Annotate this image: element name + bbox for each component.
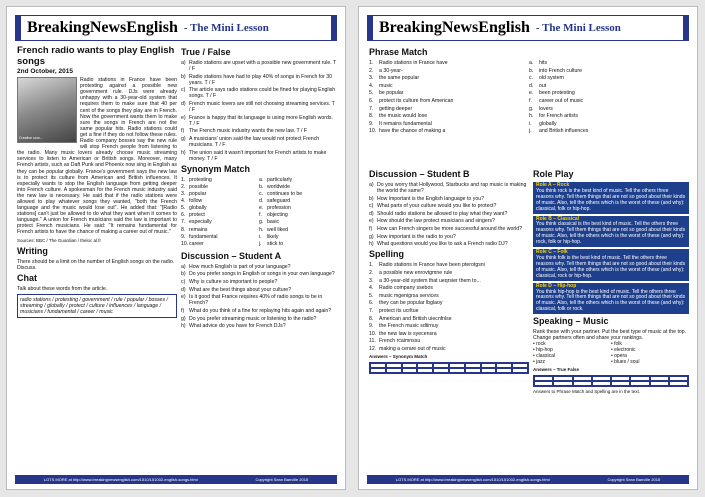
phrase-number: 6. bbox=[369, 97, 374, 104]
article-body bbox=[17, 77, 177, 235]
role-text: You think rock is the best kind of music. Tell the others three reasons why. Tell them things that are not so good about their kinds of music. Also, tell the others which is the worst of these (and why): classical, folk or hip-hop. bbox=[536, 187, 686, 212]
phrase-right: into French culture bbox=[539, 67, 582, 74]
roleplay-list bbox=[533, 182, 689, 314]
question-item bbox=[369, 234, 529, 240]
question-text: Do you worry that Hollywood, Starbucks and rap music is making the world the same? bbox=[377, 182, 527, 195]
syn-right-word: likely bbox=[267, 233, 279, 240]
tf-text: French music lovers are still not choosing streaming services. T / F bbox=[189, 101, 335, 114]
tf-letter: f) bbox=[181, 128, 185, 135]
syn-left-word: especially bbox=[189, 219, 212, 226]
footer-link[interactable]: LOTS MORE at http://www.breakingnewsenglish.com/1510/151002-english-songs.html bbox=[43, 477, 198, 482]
speaking-item: • opera bbox=[611, 353, 627, 360]
question-item bbox=[369, 241, 529, 247]
header-banner bbox=[367, 15, 689, 41]
syn-number: 8. bbox=[181, 226, 186, 233]
article-date: 2nd October, 2015 bbox=[17, 68, 73, 75]
truefalse-list bbox=[181, 60, 337, 162]
phrase-right: been protesting bbox=[539, 90, 575, 97]
tf-letter: b) bbox=[181, 73, 186, 80]
discussion-b-list bbox=[369, 182, 529, 247]
question-item bbox=[181, 316, 337, 322]
question-text: What are the best things about your culture? bbox=[189, 286, 292, 293]
question-text: What advice do you have for French DJs? bbox=[189, 323, 286, 330]
page-one bbox=[6, 6, 346, 490]
spelling-number: 8. bbox=[369, 315, 374, 322]
syn-right-word: objecting bbox=[267, 212, 288, 219]
phrase-number: 7. bbox=[369, 105, 374, 112]
right-column bbox=[533, 167, 689, 396]
question-text: How important is the English language to you? bbox=[377, 195, 484, 202]
answer-cell bbox=[553, 381, 572, 386]
question-item bbox=[369, 218, 529, 224]
tf-text: The union said it wasn't important for French artists to make money. T / F bbox=[189, 149, 327, 162]
answer-cell bbox=[592, 381, 611, 386]
tf-answer-grid bbox=[533, 375, 689, 387]
tf-letter: d) bbox=[181, 101, 186, 108]
question-text: Why is culture so important to people? bbox=[189, 279, 278, 286]
syn-left-word: popular bbox=[189, 191, 207, 198]
speaking-item: • folk bbox=[611, 341, 622, 348]
phrase-number: 2. bbox=[369, 67, 374, 74]
syn-right-word: well liked bbox=[267, 226, 289, 233]
phrase-number: 10. bbox=[369, 128, 377, 135]
role-card bbox=[533, 182, 689, 214]
syn-number: 3. bbox=[181, 191, 186, 198]
spelling-item bbox=[369, 278, 529, 284]
phrase-right: lovers bbox=[539, 105, 553, 112]
syn-right-word: worldwide bbox=[267, 184, 291, 190]
question-letter: d) bbox=[181, 286, 186, 293]
spelling-text: music mgenigrsa services bbox=[379, 292, 439, 299]
spelling-text: the new law is syecensra bbox=[379, 330, 437, 337]
question-item bbox=[181, 264, 337, 270]
phrase-grid bbox=[369, 60, 689, 134]
question-letter: e) bbox=[181, 294, 186, 301]
phrase-left: It remains fundamental bbox=[379, 120, 432, 127]
syn-letter: d. bbox=[259, 198, 264, 205]
phrase-number: 9. bbox=[369, 120, 374, 127]
tf-answers-label: Answers – True False bbox=[533, 367, 580, 373]
phrase-right: globally bbox=[539, 120, 557, 127]
question-text: How should the law protect musicians and singers? bbox=[377, 218, 495, 225]
tf-item bbox=[181, 128, 337, 134]
speaking-item: • rock bbox=[533, 341, 546, 348]
footer-copyright: Copyright Sean Banville 2015 bbox=[255, 477, 309, 482]
spelling-text: protect its ucrltue bbox=[379, 307, 419, 314]
tf-text: Radio stations are upset with a possible new government rule. T / F bbox=[189, 60, 337, 73]
answer-cell bbox=[433, 368, 449, 373]
spelling-text: Radio company ssebos bbox=[379, 285, 433, 292]
phrase-left: the same popular bbox=[379, 75, 420, 82]
question-letter: f) bbox=[369, 226, 373, 233]
answer-cell bbox=[386, 368, 402, 373]
question-item bbox=[369, 203, 529, 209]
spelling-item bbox=[369, 262, 529, 268]
footer-copyright: Copyright Sean Banville 2015 bbox=[607, 477, 661, 482]
spelling-item bbox=[369, 293, 529, 299]
question-letter: h) bbox=[369, 241, 374, 248]
spelling-list bbox=[369, 262, 529, 352]
question-letter: c) bbox=[369, 203, 374, 210]
spelling-text: American and British uiecnfnlse bbox=[379, 315, 452, 322]
tf-item bbox=[181, 60, 337, 72]
question-item bbox=[369, 211, 529, 217]
syn-number: 5. bbox=[181, 205, 186, 212]
question-text: Is it good that France requires 40% of radio songs to be in French? bbox=[189, 294, 323, 307]
role-name: Role B – Classical bbox=[536, 215, 580, 222]
brand-title: BreakingNewsEnglish bbox=[379, 19, 530, 36]
spelling-text: Radio stations in France have been pterotgsni bbox=[379, 262, 485, 269]
syn-letter: e. bbox=[259, 205, 264, 212]
spelling-text: they can be popular lbglaoy bbox=[379, 300, 443, 307]
spelling-item bbox=[369, 338, 529, 344]
spelling-item bbox=[369, 300, 529, 306]
question-letter: b) bbox=[369, 195, 374, 202]
header-banner bbox=[15, 15, 337, 41]
syn-left-word: protesting bbox=[189, 176, 212, 183]
answer-cell bbox=[512, 368, 528, 373]
chat-heading: Chat bbox=[17, 272, 37, 283]
question-item bbox=[181, 287, 337, 293]
syn-letter: g. bbox=[259, 219, 264, 226]
question-item bbox=[369, 182, 529, 194]
tf-letter: h) bbox=[181, 149, 186, 156]
phrase-letter: b. bbox=[529, 67, 534, 74]
role-name: Role D – Hip-hop bbox=[536, 282, 577, 289]
spelling-text: the French music sdtirnuy bbox=[379, 323, 439, 330]
syn-letter: b. bbox=[259, 184, 264, 190]
question-text: What questions would you like to ask a French radio DJ? bbox=[377, 241, 508, 248]
spelling-number: 6. bbox=[369, 300, 374, 307]
syn-right-word: particularly bbox=[267, 176, 293, 183]
question-text: Should radio stations be allowed to play what they want? bbox=[377, 210, 508, 217]
syn-left-word: possible bbox=[189, 184, 209, 190]
question-item bbox=[181, 323, 337, 329]
synonym-heading: Synonym Match bbox=[181, 163, 251, 174]
phrase-number: 8. bbox=[369, 113, 374, 120]
synonym-grid bbox=[181, 177, 337, 247]
answer-cell bbox=[650, 381, 669, 386]
answer-cell bbox=[669, 381, 688, 386]
tf-text: The French music industry wants the new law. T / F bbox=[189, 128, 308, 135]
phrase-letter: j. bbox=[529, 128, 532, 135]
phrase-letter: h. bbox=[529, 113, 534, 120]
question-item bbox=[181, 294, 337, 306]
spelling-item bbox=[369, 270, 529, 276]
article-column bbox=[17, 45, 177, 318]
spelling-number: 10. bbox=[369, 330, 377, 337]
tf-item bbox=[181, 136, 337, 148]
phrase-letter: i. bbox=[529, 120, 532, 127]
tf-text: A musicians' union said the law would not protect French musicians. T / F bbox=[189, 136, 320, 149]
question-letter: g) bbox=[181, 315, 186, 322]
tf-item bbox=[181, 87, 337, 99]
phrase-left: have the chance of making a bbox=[379, 128, 446, 135]
syn-left-word: remains bbox=[189, 226, 208, 233]
question-item bbox=[369, 226, 529, 232]
footer-bar bbox=[367, 475, 689, 484]
syn-left-word: fundamental bbox=[189, 233, 218, 240]
phrase-letter: f. bbox=[529, 97, 532, 104]
speaking-heading: Speaking – Music bbox=[533, 316, 609, 327]
answer-cell bbox=[496, 368, 512, 373]
role-name: Role A – Rock bbox=[536, 182, 570, 188]
question-letter: g) bbox=[369, 233, 374, 240]
syn-right-word: profession bbox=[267, 205, 291, 212]
truefalse-heading: True / False bbox=[181, 47, 231, 57]
tf-text: Radio stations have had to play 40% of songs in French for 30 years. T / F bbox=[189, 73, 333, 86]
question-item bbox=[181, 308, 337, 314]
speaking-item: • jazz bbox=[533, 359, 546, 366]
phrase-left: be popular bbox=[379, 90, 404, 97]
footer-bar bbox=[15, 475, 337, 484]
phrase-right: old system bbox=[539, 75, 564, 82]
article-sources: Sources: BBC / The Guardian / theloc al.fr bbox=[17, 237, 101, 243]
syn-letter: a. bbox=[259, 176, 264, 183]
spelling-item bbox=[369, 346, 529, 352]
question-text: What do you think of a fine for replaying hits again and again? bbox=[189, 307, 332, 314]
speaking-item: • classical bbox=[533, 353, 556, 360]
speaking-item: • electronic bbox=[611, 347, 636, 354]
spelling-number: 11. bbox=[369, 338, 376, 345]
writing-text: There should be a limit on the number of English songs on the radio. Discuss. bbox=[17, 258, 175, 271]
question-letter: a) bbox=[369, 182, 374, 188]
answer-cell bbox=[417, 368, 433, 373]
syn-number: 6. bbox=[181, 212, 186, 219]
syn-number: 10. bbox=[181, 240, 189, 247]
tf-item bbox=[181, 150, 337, 162]
speaking-intro: Rank these with your partner. Put the best type of music at the top. Change partners often and share your rankings. bbox=[533, 329, 687, 342]
speaking-item: • hip-hop bbox=[533, 347, 553, 354]
spelling-heading: Spelling bbox=[369, 249, 405, 260]
syn-number: 2. bbox=[181, 184, 186, 190]
syn-number: 7. bbox=[181, 219, 186, 226]
syn-right-word: stick to bbox=[267, 240, 284, 247]
mini-lesson-label: - The Mini Lesson bbox=[183, 22, 269, 34]
syn-right-word: safeguard bbox=[267, 198, 291, 205]
spelling-number: 7. bbox=[369, 307, 374, 314]
phrase-letter: g. bbox=[529, 105, 534, 112]
spelling-item bbox=[369, 323, 529, 329]
phrase-number: 3. bbox=[369, 75, 374, 82]
radio-photo bbox=[17, 77, 77, 143]
phrase-number: 1. bbox=[369, 60, 374, 66]
answer-cell bbox=[534, 381, 553, 386]
spelling-item bbox=[369, 285, 529, 291]
spelling-text: making a cerare out of music bbox=[379, 345, 446, 352]
syn-answers-label: Answers – Synonym Match bbox=[369, 353, 428, 359]
phrase-left: the music would lose bbox=[379, 113, 428, 120]
spelling-text: a 30-year-old system that ueqrsier them to... bbox=[379, 277, 481, 284]
answer-cell bbox=[402, 368, 418, 373]
role-name: Role C – Folk bbox=[536, 249, 568, 256]
question-letter: c) bbox=[181, 279, 186, 286]
phrase-heading: Phrase Match bbox=[369, 47, 428, 57]
role-text: You think folk is the best kind of music. Tell the others three reasons why. Tell them things that are not so good about their kinds of music. Also, tell the others which is the worst of these (and why): classical, rock or hip-hop. bbox=[536, 254, 686, 279]
question-item bbox=[181, 271, 337, 277]
phrase-section bbox=[369, 45, 689, 135]
syn-left-word: globally bbox=[189, 205, 207, 212]
answer-cell bbox=[449, 368, 465, 373]
phrase-right: for French artists bbox=[539, 113, 578, 120]
role-card bbox=[533, 283, 689, 315]
syn-letter: f. bbox=[259, 212, 262, 219]
role-text: You think classical is the best kind of music. Tell the others three reasons why. Tell them things that are not so good about their kinds of music. Also, tell the others which is the worst of these (and why): rock, folk or hip-hop. bbox=[536, 221, 686, 246]
syn-letter: j. bbox=[259, 240, 262, 247]
question-letter: f) bbox=[181, 307, 185, 314]
answer-cell bbox=[370, 368, 386, 373]
syn-left-word: follow bbox=[189, 198, 203, 205]
question-letter: a) bbox=[181, 263, 186, 270]
phrase-number: 4. bbox=[369, 82, 374, 89]
question-text: Do you prefer songs in English or songs in your own language? bbox=[189, 271, 335, 278]
answers-note: Answers to Phrase Match and Spelling are in the text. bbox=[533, 389, 641, 395]
chat-words: radio stations / protesting / government / rule / popular / bosses / streaming / globally / protect / culture / influences / language / musicians / fundamental / career / music bbox=[17, 294, 177, 318]
tf-item bbox=[181, 101, 337, 113]
spelling-number: 4. bbox=[369, 285, 374, 292]
photo-caption: Creative com... bbox=[19, 136, 43, 140]
discussion-b-heading: Discussion – Student B bbox=[369, 169, 470, 179]
phrase-left: Radio stations in France have bbox=[379, 60, 448, 66]
discussion-a-heading: Discussion – Student A bbox=[181, 250, 282, 261]
writing-heading: Writing bbox=[17, 245, 48, 256]
syn-left-word: protect bbox=[189, 212, 205, 219]
spelling-number: 9. bbox=[369, 323, 374, 330]
spelling-item bbox=[369, 331, 529, 337]
tf-letter: e) bbox=[181, 114, 186, 121]
syn-right-word: continues to be bbox=[267, 191, 303, 198]
phrase-letter: d. bbox=[529, 82, 534, 89]
role-text: You think hip-hop is the best kind of music. Tell the others three reasons why. Tell them things that are not so good about their kinds of music. Also, tell the others which is the worst of these (and why): classical, folk or rock. bbox=[536, 288, 686, 313]
question-text: How can French singers be more successful around the world? bbox=[377, 226, 523, 233]
syn-number: 9. bbox=[181, 233, 186, 240]
spelling-number: 3. bbox=[369, 277, 374, 284]
tf-text: France is happy that its language is using more English words. T / F bbox=[189, 114, 333, 127]
phrase-number: 5. bbox=[369, 90, 374, 97]
question-letter: e) bbox=[369, 218, 374, 225]
answer-cell bbox=[630, 381, 649, 386]
spelling-item bbox=[369, 308, 529, 314]
syn-letter: c. bbox=[259, 191, 264, 198]
phrase-letter: a. bbox=[529, 60, 534, 66]
question-item bbox=[369, 196, 529, 202]
syn-number: 4. bbox=[181, 198, 186, 205]
spelling-text: a possible new enrovtgmne rule bbox=[379, 269, 453, 276]
syn-letter: h. bbox=[259, 226, 264, 233]
answer-cell bbox=[573, 381, 592, 386]
footer-link[interactable]: LOTS MORE at http://www.breakingnewsenglish.com/1510/151002-english-songs.html bbox=[395, 477, 550, 482]
spelling-number: 12. bbox=[369, 345, 377, 352]
brand-title: BreakingNewsEnglish bbox=[27, 19, 178, 36]
speaking-item: • blues / soul bbox=[611, 359, 640, 366]
phrase-left: protect its culture from American bbox=[379, 97, 454, 104]
article-text: Radio stations in France have been protesting against a possible new government rule. DJs were already unhappy with a 30-year-old system that requires them to make sure that 40 per cent of the songs they play are in French. Now the government wants them to make sure the songs in French are not the same popular hits. Radio stations could get a fine if they do not follow these rules. Radio company bosses say the new rule will stop French people from listening to the radio. Many music lovers already choose music streaming services to listen to American or British songs. Moreover, many French artists, such as Daft Punk and Phoenix now sing in English as they can be popular globally. France's government says the new law is to protect its culture from American and British influences. It especially wants to stop the English language from getting deeper into French culture. A spokesman for the French music industry said the new law is necessary. He said that if the radio stations were allowed to play whatever songs they wanted, "both the French language and the music would lose out". He added that: "[Radio stations] can't just be allowed to do what they want when it comes to language." A union for French musicians said the law is important to protect French musicians. He said: "It remains fundamental for French artists to have the chance of making a career out of music." bbox=[17, 77, 177, 236]
spelling-number: 2. bbox=[369, 269, 374, 276]
spelling-text: French rcaimnssu bbox=[379, 338, 421, 345]
phrase-left: music bbox=[379, 82, 393, 89]
phrase-left: getting deeper bbox=[379, 105, 413, 112]
phrase-letter: c. bbox=[529, 75, 534, 82]
tf-letter: a) bbox=[181, 60, 186, 66]
phrase-letter: e. bbox=[529, 90, 534, 97]
syn-right-word: basic bbox=[267, 219, 280, 226]
question-text: Do you prefer streaming music or listening to the radio? bbox=[189, 315, 317, 322]
question-text: How important is the radio to you? bbox=[377, 233, 456, 240]
tf-item bbox=[181, 115, 337, 127]
syn-answer-grid bbox=[369, 362, 529, 374]
phrase-right: out bbox=[539, 82, 547, 89]
question-letter: d) bbox=[369, 210, 374, 217]
phrase-right: career out of music bbox=[539, 97, 584, 104]
answer-cell bbox=[611, 381, 630, 386]
question-text: How much English is part of your language? bbox=[189, 263, 291, 270]
spelling-item bbox=[369, 316, 529, 322]
question-item bbox=[181, 279, 337, 285]
role-card bbox=[533, 249, 689, 281]
mini-lesson-label: - The Mini Lesson bbox=[535, 22, 621, 34]
speaking-list bbox=[533, 341, 689, 365]
answer-cell bbox=[465, 368, 481, 373]
question-letter: b) bbox=[181, 271, 186, 278]
syn-left-word: career bbox=[189, 240, 204, 247]
spelling-number: 5. bbox=[369, 292, 374, 299]
page-two bbox=[358, 6, 698, 490]
question-letter: h) bbox=[181, 323, 186, 330]
tf-item bbox=[181, 74, 337, 86]
exercise-column bbox=[181, 45, 337, 331]
role-card bbox=[533, 216, 689, 248]
answer-cell bbox=[481, 368, 497, 373]
phrase-left: a 30-year- bbox=[379, 67, 403, 74]
question-text: What parts of your culture would you like to protect? bbox=[377, 203, 497, 210]
article-title: French radio wants to play English songs bbox=[17, 45, 175, 67]
phrase-right: hits bbox=[539, 60, 548, 66]
syn-number: 1. bbox=[181, 176, 186, 183]
tf-letter: c) bbox=[181, 87, 186, 94]
tf-letter: g) bbox=[181, 136, 186, 143]
left-column bbox=[369, 167, 529, 374]
phrase-right: and British influences bbox=[539, 128, 589, 135]
chat-intro: Talk about these words from the article. bbox=[17, 285, 108, 292]
roleplay-heading: Role Play bbox=[533, 169, 574, 179]
discussion-a-list bbox=[181, 264, 337, 329]
tf-text: The article says radio stations could be fined for playing English songs. T / F bbox=[189, 87, 336, 100]
syn-letter: i. bbox=[259, 233, 262, 240]
spelling-number: 1. bbox=[369, 262, 374, 269]
